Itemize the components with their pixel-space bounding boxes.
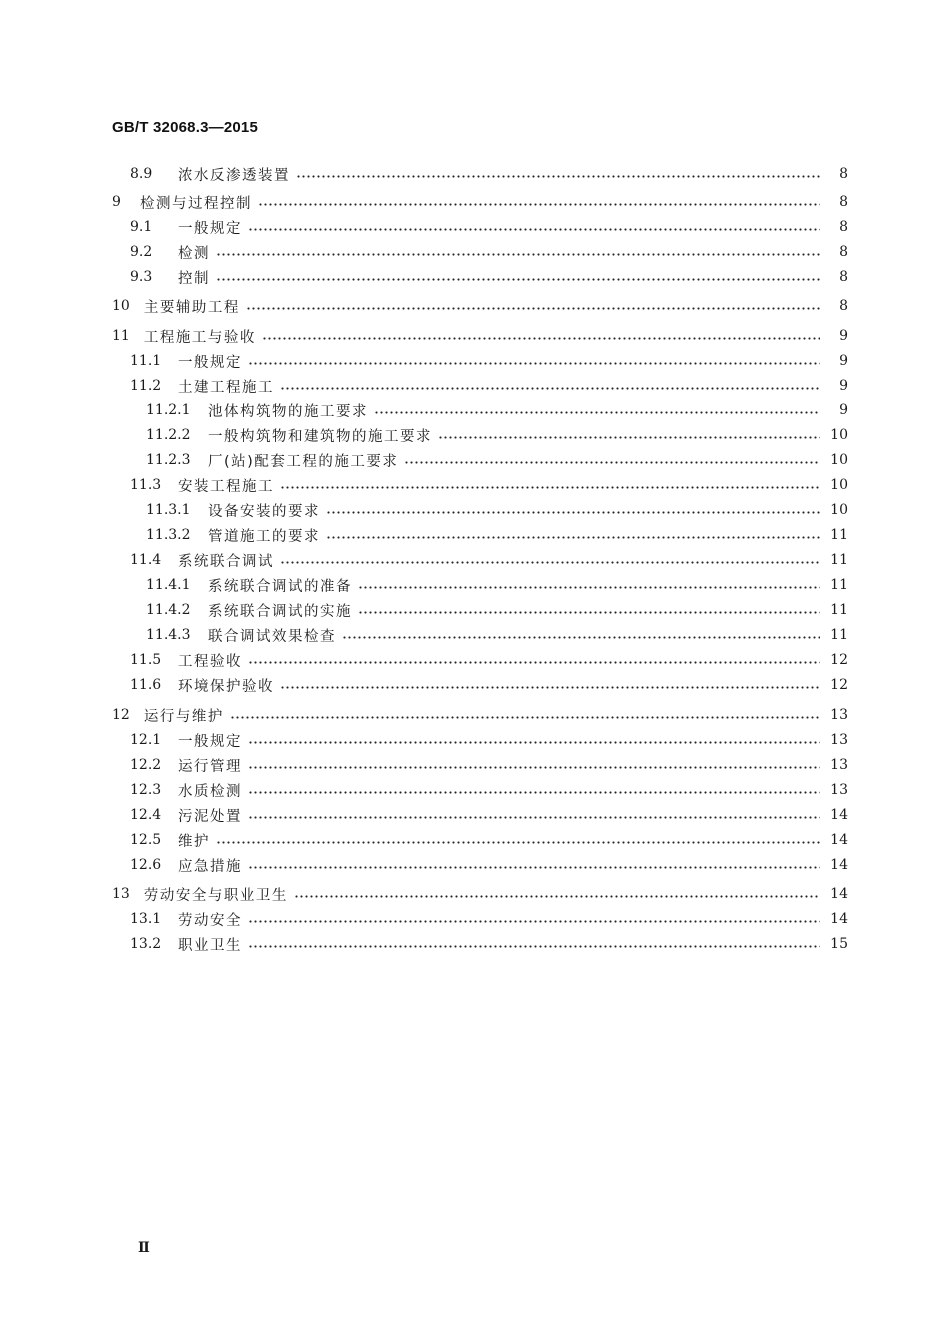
- toc-entry-title: 职业卫生: [178, 937, 242, 954]
- toc-leader-dots: [248, 661, 820, 664]
- toc-leader-dots: [216, 841, 820, 844]
- toc-entry[interactable]: [130, 729, 848, 751]
- toc-entry-page: 15: [830, 936, 848, 952]
- toc-leader-dots: [248, 228, 820, 231]
- toc-entry-title: 一般规定: [178, 220, 242, 237]
- toc-entry[interactable]: [130, 375, 848, 397]
- toc-entry-number: 13.2: [130, 936, 162, 952]
- toc-entry-number: 11.2.3: [146, 452, 191, 468]
- toc-entry-number: 13: [112, 886, 130, 902]
- toc-entry-number: 12.6: [130, 857, 162, 873]
- toc-entry-page: 9: [839, 402, 848, 418]
- toc-entry-page: 9: [839, 353, 848, 369]
- toc-entry[interactable]: [130, 908, 848, 930]
- toc-entry-number: 12.4: [130, 807, 162, 823]
- toc-entry-page: 13: [830, 707, 848, 723]
- toc-entry-page: 13: [830, 732, 848, 748]
- toc-entry-title: 系统联合调试: [178, 553, 274, 570]
- toc-entry-title: 检测与过程控制: [140, 195, 252, 212]
- toc-entry-title: 土建工程施工: [178, 379, 274, 396]
- toc-entry-title: 劳动安全: [178, 912, 242, 929]
- toc-entry-title: 池体构筑物的施工要求: [208, 403, 368, 420]
- toc-leader-dots: [326, 536, 820, 539]
- toc-entry-page: 14: [830, 886, 848, 902]
- toc-leader-dots: [230, 716, 820, 719]
- toc-entry-title: 系统联合调试的准备: [208, 578, 352, 595]
- toc-entry-title: 厂(站)配套工程的施工要求: [208, 453, 399, 470]
- toc-entry-title: 管道施工的要求: [208, 528, 320, 545]
- toc-entry-title: 一般规定: [178, 354, 242, 371]
- toc-entry-number: 11.2.1: [146, 402, 191, 418]
- toc-leader-dots: [248, 945, 820, 948]
- toc-entry-number: 12.3: [130, 782, 162, 798]
- toc-entry-number: 9.3: [130, 269, 153, 285]
- toc-entry[interactable]: [130, 754, 848, 776]
- toc-leader-dots: [248, 920, 820, 923]
- toc-entry-page: 14: [830, 832, 848, 848]
- toc-entry[interactable]: [130, 474, 848, 496]
- toc-leader-dots: [294, 895, 820, 898]
- page-number: Ⅱ: [138, 1240, 149, 1256]
- toc-entry-page: 14: [830, 807, 848, 823]
- toc-entry-number: 12: [112, 707, 130, 723]
- toc-entry[interactable]: [146, 399, 848, 421]
- toc-entry[interactable]: [130, 674, 848, 696]
- toc-entry-number: 11.4.3: [146, 627, 191, 643]
- toc-entry-page: 9: [839, 328, 848, 344]
- toc-entry[interactable]: [146, 424, 848, 446]
- toc-entry-page: 9: [839, 378, 848, 394]
- toc-entry-page: 10: [830, 477, 848, 493]
- toc-entry[interactable]: [130, 163, 848, 185]
- toc-leader-dots: [358, 586, 820, 589]
- toc-entry-title: 浓水反渗透装置: [178, 167, 290, 184]
- toc-entry[interactable]: [130, 266, 848, 288]
- toc-entry[interactable]: [112, 704, 848, 726]
- toc-entry-title: 维护: [178, 833, 210, 850]
- toc-entry-title: 系统联合调试的实施: [208, 603, 352, 620]
- toc-entry-page: 11: [830, 602, 848, 618]
- toc-entry-number: 11.1: [130, 353, 162, 369]
- toc-leader-dots: [280, 561, 820, 564]
- toc-leader-dots: [248, 866, 820, 869]
- toc-leader-dots: [248, 816, 820, 819]
- toc-leader-dots: [374, 411, 820, 414]
- toc-leader-dots: [342, 636, 820, 639]
- toc-entry-page: 13: [830, 782, 848, 798]
- toc-entry-page: 8: [839, 269, 848, 285]
- toc-entry-number: 11.3.2: [146, 527, 191, 543]
- toc-entry-title: 污泥处置: [178, 808, 242, 825]
- toc-entry[interactable]: [130, 933, 848, 955]
- toc-entry-title: 工程验收: [178, 653, 242, 670]
- toc-entry[interactable]: [146, 574, 848, 596]
- toc-leader-dots: [296, 175, 820, 178]
- toc-entry-title: 联合调试效果检查: [208, 628, 336, 645]
- toc-entry-title: 运行管理: [178, 758, 242, 775]
- toc-entry-number: 13.1: [130, 911, 162, 927]
- toc-entry-number: 9: [112, 194, 121, 210]
- toc-entry-page: 11: [830, 627, 848, 643]
- toc-entry-number: 12.2: [130, 757, 162, 773]
- toc-entry-number: 11.2.2: [146, 427, 191, 443]
- toc-leader-dots: [262, 337, 820, 340]
- toc-entry-title: 环境保护验收: [178, 678, 274, 695]
- toc-entry-title: 劳动安全与职业卫生: [143, 887, 288, 904]
- toc-entry-page: 10: [830, 502, 848, 518]
- toc-entry-page: 13: [830, 757, 848, 773]
- toc-entry-number: 11.5: [130, 652, 162, 668]
- toc-entry[interactable]: [130, 241, 848, 263]
- toc-entry[interactable]: [130, 549, 848, 571]
- toc-entry-page: 10: [830, 427, 848, 443]
- toc-entry-title: 设备安装的要求: [208, 503, 320, 520]
- toc-entry-number: 9.1: [130, 219, 153, 235]
- toc-entry[interactable]: [146, 624, 848, 646]
- toc-entry-page: 8: [839, 219, 848, 235]
- toc-entry[interactable]: [146, 499, 848, 521]
- toc-entry-page: 10: [830, 452, 848, 468]
- toc-leader-dots: [248, 766, 820, 769]
- toc-entry[interactable]: [130, 829, 848, 851]
- toc-entry-title: 应急措施: [178, 858, 242, 875]
- toc-leader-dots: [248, 741, 820, 744]
- toc-entry-title: 一般规定: [178, 733, 242, 750]
- toc-entry-page: 12: [830, 677, 848, 693]
- toc-entry-title: 工程施工与验收: [143, 329, 256, 346]
- toc-entry-title: 安装工程施工: [178, 478, 274, 495]
- toc-entry-page: 11: [830, 577, 848, 593]
- toc-entry-page: 11: [830, 552, 848, 568]
- toc-leader-dots: [258, 203, 820, 206]
- toc-entry[interactable]: [130, 649, 848, 671]
- toc-leader-dots: [326, 511, 820, 514]
- toc-entry-number: 11: [112, 328, 130, 344]
- toc-leader-dots: [216, 253, 820, 256]
- toc-entry[interactable]: [130, 854, 848, 876]
- toc-entry[interactable]: [130, 779, 848, 801]
- toc-leader-dots: [216, 278, 820, 281]
- toc-entry-title: 一般构筑物和建筑物的施工要求: [208, 428, 432, 445]
- toc-entry-number: 11.2: [130, 378, 162, 394]
- toc-entry-page: 11: [830, 527, 848, 543]
- toc-entry[interactable]: [112, 883, 848, 905]
- toc-entry[interactable]: [112, 295, 848, 317]
- toc-entry-number: 8.9: [130, 166, 153, 182]
- toc-entry-number: 11.4.1: [146, 577, 191, 593]
- toc-entry[interactable]: [146, 449, 848, 471]
- toc-entry-title: 水质检测: [178, 783, 242, 800]
- toc-entry-number: 10: [112, 298, 130, 314]
- toc-entry-page: 8: [839, 244, 848, 260]
- toc-entry-number: 11.6: [130, 677, 162, 693]
- toc-entry-number: 11.4.2: [146, 602, 191, 618]
- toc-entry-page: 14: [830, 857, 848, 873]
- toc-leader-dots: [280, 686, 820, 689]
- standard-number-header: GB/T 32068.3—2015: [112, 119, 258, 136]
- toc-entry-title: 运行与维护: [143, 708, 224, 725]
- toc-leader-dots: [358, 611, 820, 614]
- toc-leader-dots: [280, 486, 820, 489]
- toc-entry[interactable]: [130, 216, 848, 238]
- toc-entry-page: 8: [839, 298, 848, 314]
- toc-entry[interactable]: [146, 524, 848, 546]
- toc-entry-number: 11.3.1: [146, 502, 191, 518]
- toc-leader-dots: [280, 387, 820, 390]
- toc-entry-number: 12.5: [130, 832, 162, 848]
- toc-leader-dots: [246, 307, 820, 310]
- toc-entry-title: 控制: [178, 270, 210, 287]
- toc-entry[interactable]: [130, 804, 848, 826]
- toc-entry-page: 12: [830, 652, 848, 668]
- toc-entry-page: 14: [830, 911, 848, 927]
- toc-entry-title: 检测: [178, 245, 210, 262]
- toc-entry[interactable]: [130, 350, 848, 372]
- toc-leader-dots: [438, 436, 820, 439]
- toc-entry[interactable]: [112, 191, 848, 213]
- toc-entry-number: 11.3: [130, 477, 162, 493]
- toc-entry-number: 9.2: [130, 244, 153, 260]
- toc-leader-dots: [248, 791, 820, 794]
- toc-entry-number: 12.1: [130, 732, 162, 748]
- toc-entry-title: 主要辅助工程: [143, 299, 240, 316]
- toc-leader-dots: [248, 362, 820, 365]
- toc-entry-page: 8: [839, 194, 848, 210]
- toc-leader-dots: [404, 461, 820, 464]
- toc-entry-page: 8: [839, 166, 848, 182]
- toc-entry-number: 11.4: [130, 552, 162, 568]
- toc-entry[interactable]: [146, 599, 848, 621]
- toc-entry[interactable]: [112, 325, 848, 347]
